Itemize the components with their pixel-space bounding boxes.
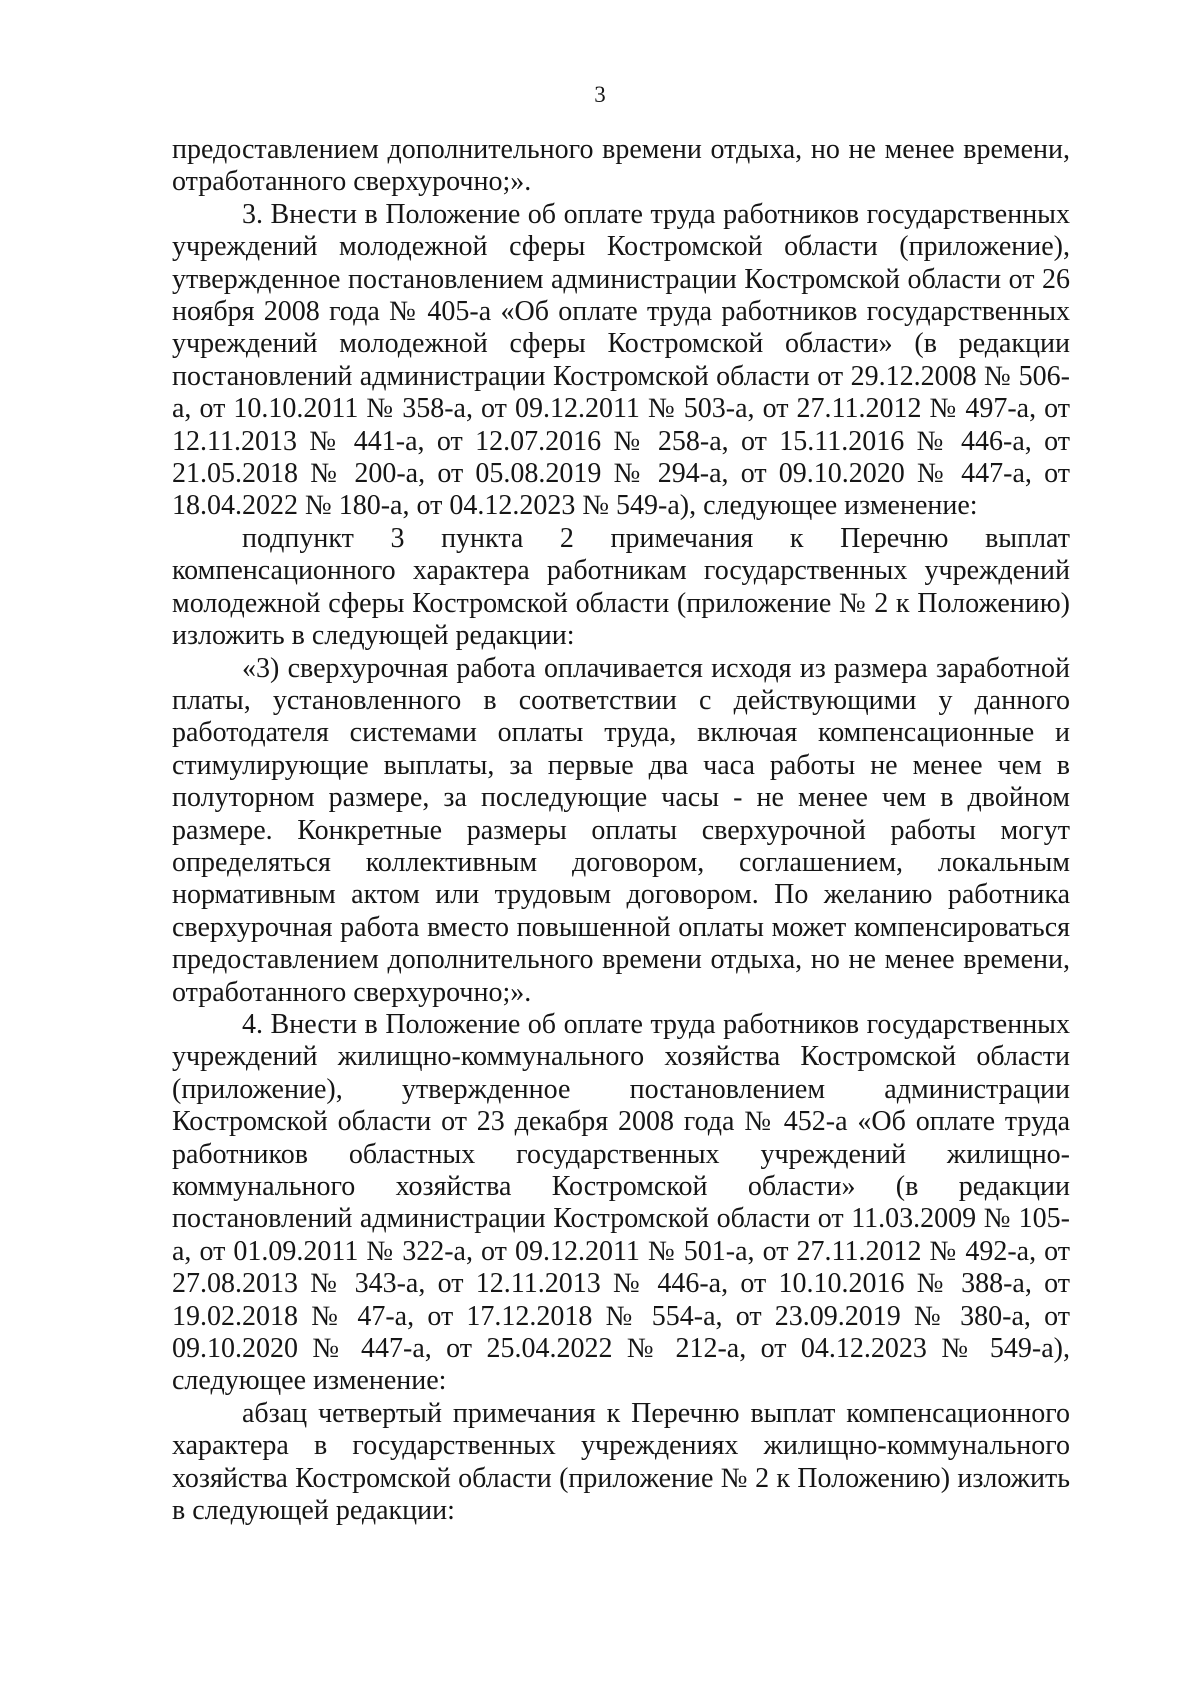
paragraph-abzac-amendment: абзац четвертый примечания к Перечню выплат компенсационного характера в государственных учреждениях жилищно-коммунального хозяйства Костромской области (приложение № 2 к Положению) изложить в следующей редакции: [172, 1397, 1070, 1527]
paragraph-quoted-text-3: «3) сверхурочная работа оплачивается исходя из размера заработной платы, установленного в соответствии с действующими у данного работодателя системами оплаты труда, включая компенсационные и стимулирующие выплаты, за первые два часа работы не менее чем в полуторном размере, за последующие часы - не менее чем в двойном размере. Конкретные размеры оплаты сверхурочной работы могут определяться коллективным договором, соглашением, локальным нормативным актом или трудовым договором. По желанию работника сверхурочная работа вместо повышенной оплаты может компенсироваться предоставлением дополнительного времени отдыха, но не менее времени, отработанного сверхурочно;». [172, 652, 1070, 1008]
paragraph-item-3: 3. Внести в Положение об оплате труда работников государственных учреждений молодежной сферы Костромской области (приложение), утвержденное постановлением администрации Костромской области от 26 ноября 2008 года № 405-а «Об оплате труда работников государственных учреждений молодежной сферы Костромской области» (в редакции постановлений администрации Костромской области от 29.12.2008 № 506-а, от 10.10.2011 № 358-а, от 09.12.2011 № 503-а, от 27.11.2012 № 497-а, от 12.11.2013 № 441-а, от 12.07.2016 № 258-а, от 15.11.2016 № 446-а, от 21.05.2018 № 200-а, от 05.08.2019 № 294-а, от 09.10.2020 № 447-а, от 18.04.2022 № 180-а, от 04.12.2023 № 549-а), следующее изменение: [172, 198, 1070, 522]
document-body [172, 134, 1070, 1527]
paragraph-item-4: 4. Внести в Положение об оплате труда работников государственных учреждений жилищно-коммунального хозяйства Костромской области (приложение), утвержденное постановлением администрации Костромской области от 23 декабря 2008 года № 452-а «Об оплате труда работников областных государственных учреждений жилищно-коммунального хозяйства Костромской области» (в редакции постановлений администрации Костромской области от 11.03.2009 № 105-а, от 01.09.2011 № 322-а, от 09.12.2011 № 501-а, от 27.11.2012 № 492-а, от 27.08.2013 № 343-а, от 12.11.2013 № 446-а, от 10.10.2016 № 388-а, от 19.02.2018 № 47-а, от 17.12.2018 № 554-а, от 23.09.2019 № 380-а, от 09.10.2020 № 447-а, от 25.04.2022 № 212-а, от 04.12.2023 № 549-а), следующее изменение: [172, 1008, 1070, 1397]
page-number: 3 [594, 82, 606, 107]
paragraph-subitem-3-amendment: подпункт 3 пункта 2 примечания к Перечню выплат компенсационного характера работникам государственных учреждений молодежной сферы Костромской области (приложение № 2 к Положению) изложить в следующей редакции: [172, 522, 1070, 652]
paragraph-continuation: предоставлением дополнительного времени отдыха, но не менее времени, отработанного сверхурочно;». [172, 134, 1070, 198]
